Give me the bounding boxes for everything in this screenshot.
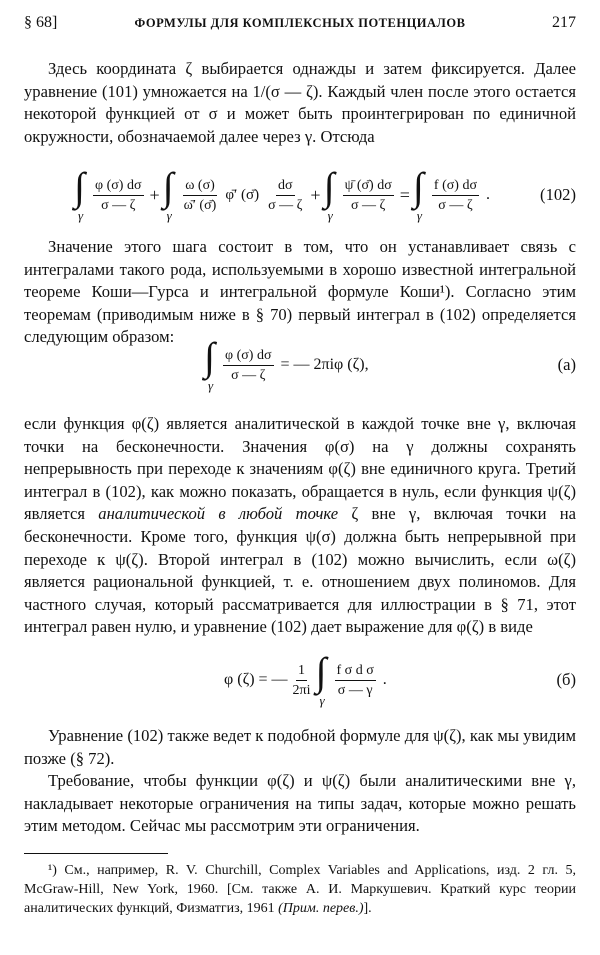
- fraction: $\frac{\varphi (\sigma) d\sigma}{\sigma — \zeta}$: [225, 347, 272, 383]
- equation-b-body: [224, 645, 387, 715]
- equation-number: (а): [557, 355, 576, 374]
- page-number: 217: [552, 14, 576, 31]
- equation-102-body: [74, 160, 490, 230]
- equation-number: (102): [540, 185, 576, 204]
- translator-note: (Прим. перев.): [278, 900, 364, 916]
- fraction: $\frac{\psī (\sigmā) d\sigma}{\sigma — \zeta}$: [344, 177, 392, 213]
- integral-sign: ∫ γ: [315, 649, 327, 708]
- emphasis: аналитической в любой точке: [98, 504, 339, 524]
- section-marker: § 68]: [24, 14, 58, 31]
- fraction: $\frac{\text{f σ d σ}}{\sigma — \gamma}$: [336, 662, 374, 698]
- period: .: [382, 671, 387, 688]
- equation-a: [24, 330, 576, 400]
- equation-number: (б): [556, 670, 576, 689]
- fraction: $\frac{\varphi (\sigma) d\sigma}{\sigma — \zeta}$: [95, 177, 142, 213]
- conjugate-derivative: φ̄′ (σ̄): [225, 186, 260, 203]
- paragraph-2: Значение этого шага состоит в том, что он устанавливает связь с интегралами такого рода, используемыми в хорошо известной интегральной теореме Коши—Гурса и интегральной формуле Коши¹). Согласно этим теоремам (приводимым ниже в § 70) первый интеграл в (102) определяется следующим образом:: [24, 237, 576, 347]
- fraction: $\frac{1}{2\pi i}$: [292, 662, 311, 698]
- fraction: $\frac{\omega (\sigma)}{\omegā' (\sigmā)}$: [183, 177, 217, 213]
- fraction: $\frac{f (\sigma) d\sigma}{\sigma — \zeta}$: [433, 177, 478, 213]
- paragraph-4: Уравнение (102) также ведет к подобной формуле для ψ(ζ), как мы увидим позже (§ 72).: [24, 726, 576, 768]
- integral-sign: ∫ γ: [412, 164, 424, 223]
- paragraph-1: Здесь координата ζ выбирается однажды и затем фиксируется. Далее уравнение (101) умножается на 1/(σ — ζ). Каждый член после этого остается некоторой функцией от σ и может быть проинтегрирован по единичной окружности, обозначаемой далее через γ. Отсюда: [24, 59, 576, 146]
- equals-sign: =: [399, 184, 410, 205]
- paragraph-5: Требование, чтобы функции φ(ζ) и ψ(ζ) были аналитическими вне γ, накладывает некоторые ограничения на типы задач, которые можно решать этим методом. Сейчас мы рассмотрим эти ограничения.: [24, 771, 576, 836]
- equation-b: [24, 645, 576, 715]
- plus-sign: +: [149, 184, 160, 205]
- footnote: ¹) См., например, R. V. Churchill, Complex Variables and Applications, изд. 2 гл. 5, McGraw-Hill, New York, 1960. [См. также А. И. Маркушевич. Краткий курс теории аналитических функций, Физматгиз, 1961 (Прим. перев.)].: [24, 863, 576, 916]
- integral-sign: ∫ γ: [323, 164, 335, 223]
- period: .: [486, 186, 491, 203]
- running-header: [24, 14, 576, 44]
- equation-102: [24, 160, 576, 230]
- equation-lhs: φ (ζ) = —: [224, 671, 288, 688]
- equation-a-body: [204, 330, 369, 400]
- equation-rhs: = — 2πiφ (ζ),: [280, 356, 369, 373]
- integral-sign: ∫ γ: [162, 164, 174, 223]
- integral-sign: ∫ γ: [74, 164, 85, 223]
- fraction: $\frac{d\sigma}{\sigma — \zeta}$: [268, 177, 303, 213]
- paragraph-3: если функция φ(ζ) является аналитической в каждой точке вне γ, включая точки на бесконечности. Значения φ(σ) на γ должны сохранять непрерывность при переходе к значениям φ(ζ) вне единичного круга. Третий интеграл в (102), как можно показать, обращается в нуль, если функция ψ(ζ) является аналитической в любой точке ζ вне γ, включая точки на бесконечности. Кроме того, функция ψ(σ) должна быть непрерывной при переходе к ψ(ζ). Второй интеграл в (102) можно вычислить, если ω(ζ) является рациональной функцией, т. е. отношением двух полиномов. Для частного случая, который рассматривается для иллюстрации в § 71, этот интеграл равен нулю, и уравнение (102) дает выражение для φ(ζ) в виде: [24, 414, 576, 637]
- running-title: ФОРМУЛЫ ДЛЯ КОМПЛЕКСНЫХ ПОТЕНЦИАЛОВ: [134, 16, 466, 30]
- integral-sign: ∫ γ: [204, 334, 215, 393]
- plus-sign: +: [310, 184, 321, 205]
- footnote-rule: [24, 853, 168, 854]
